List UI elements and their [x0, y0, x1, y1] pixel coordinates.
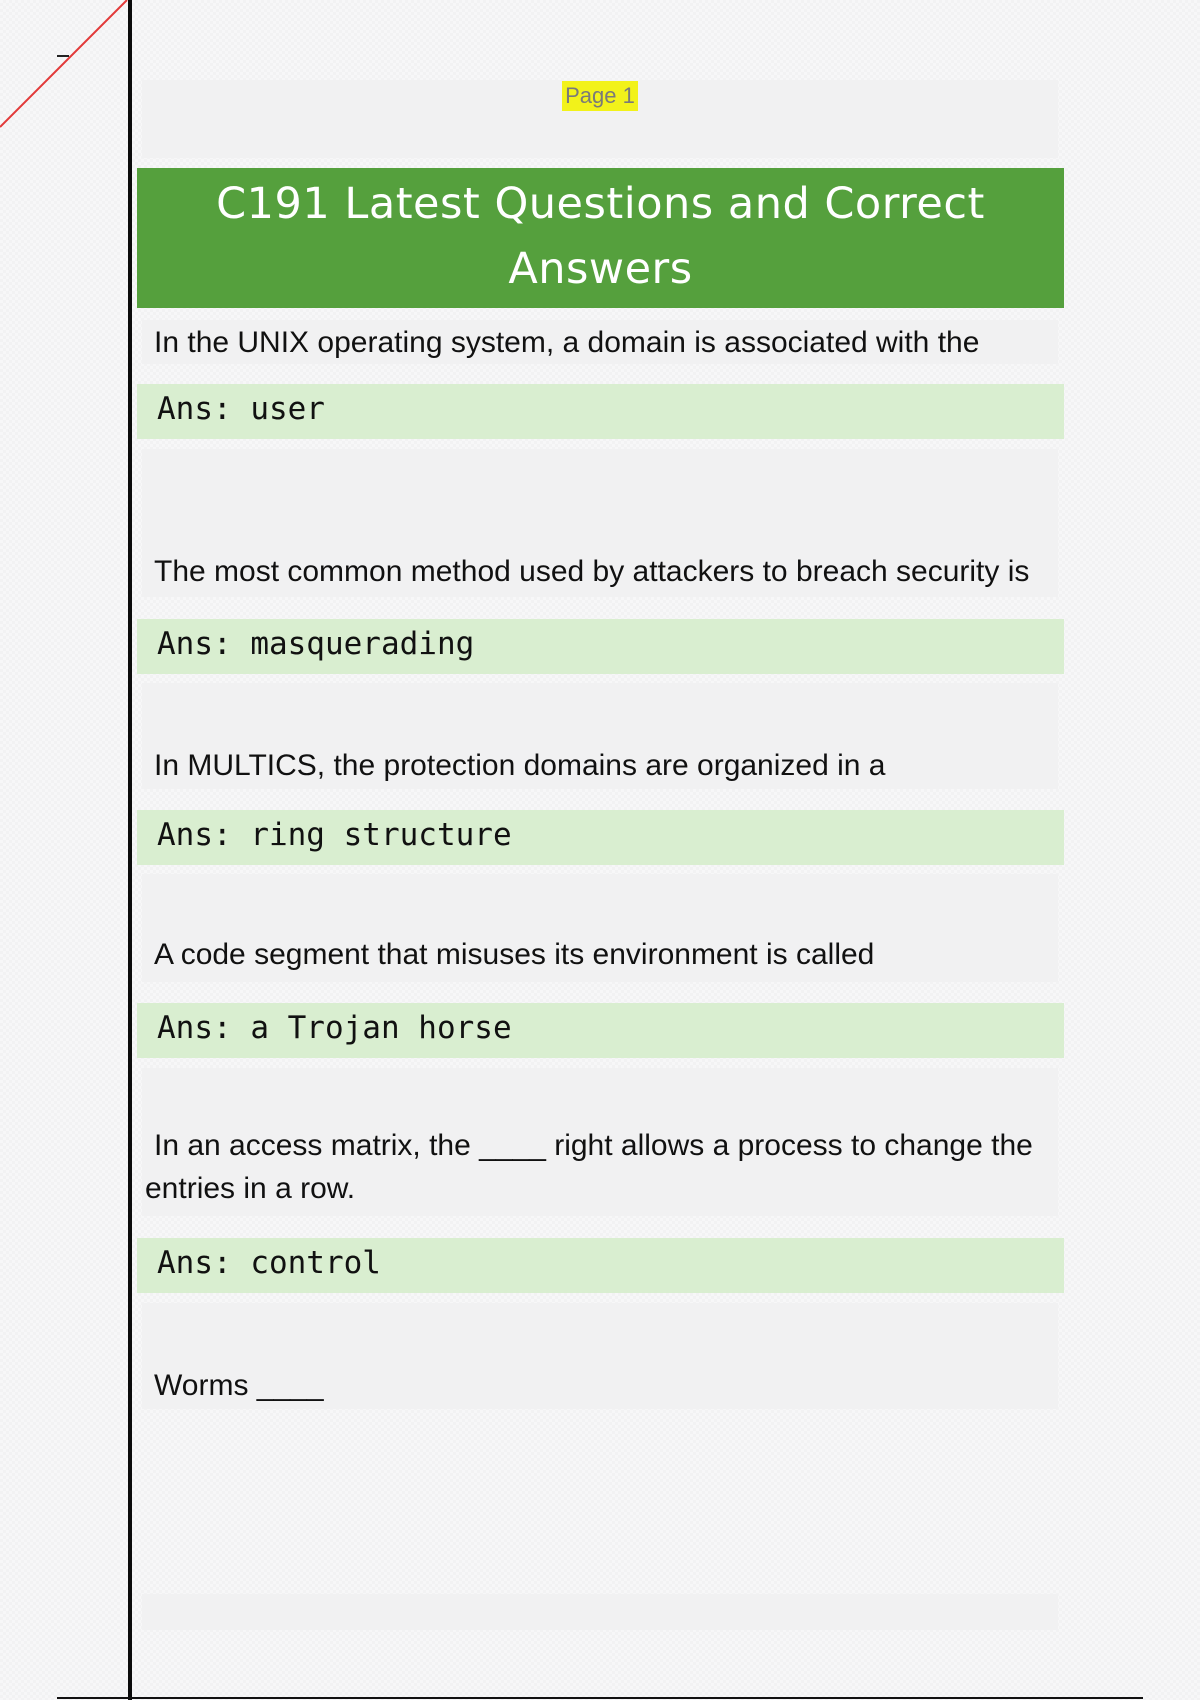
question-text: In the UNIX operating system, a domain is associated with the: [154, 326, 980, 359]
question-text: In MULTICS, the protection domains are organized in a: [154, 749, 886, 782]
answer-text: Ans: control: [157, 1245, 381, 1281]
answer-block-5: [137, 1238, 1064, 1293]
question-text: Worms ____: [154, 1369, 324, 1402]
question-text: In an access matrix, the ____ right allows a process to change the entries in a row.: [145, 1129, 1033, 1205]
answer-block-1: [137, 384, 1064, 439]
question-block-1: [142, 320, 1058, 364]
question-block-6: [142, 1303, 1058, 1409]
answer-block-4: [137, 1003, 1064, 1058]
answer-text: Ans: masquerading: [157, 626, 475, 662]
question-text: A code segment that misuses its environment is called: [154, 938, 875, 971]
answer-block-3: [137, 810, 1064, 865]
margin-rule: [128, 0, 132, 1700]
answer-text: Ans: user: [157, 391, 325, 427]
page-footer-box: [142, 1594, 1058, 1630]
title-line-1: C191 Latest Questions and Correct: [216, 179, 985, 229]
answer-text: Ans: a Trojan horse: [157, 1010, 512, 1046]
answer-block-2: [137, 619, 1064, 674]
document-title: [137, 168, 1064, 308]
corner-slash-mark: [0, 0, 130, 130]
question-block-3: [142, 683, 1058, 789]
question-block-5: [142, 1068, 1058, 1216]
page-header: [142, 80, 1058, 158]
question-block-2: [142, 449, 1058, 597]
question-block-4: [142, 874, 1058, 982]
bottom-rule: [57, 1697, 1143, 1699]
margin-tick-mark: [57, 55, 69, 57]
page-number-label: Page 1: [562, 81, 638, 111]
title-line-2: Answers: [508, 244, 693, 294]
question-text: The most common method used by attackers to breach security is: [154, 555, 1030, 588]
answer-text: Ans: ring structure: [157, 817, 512, 853]
